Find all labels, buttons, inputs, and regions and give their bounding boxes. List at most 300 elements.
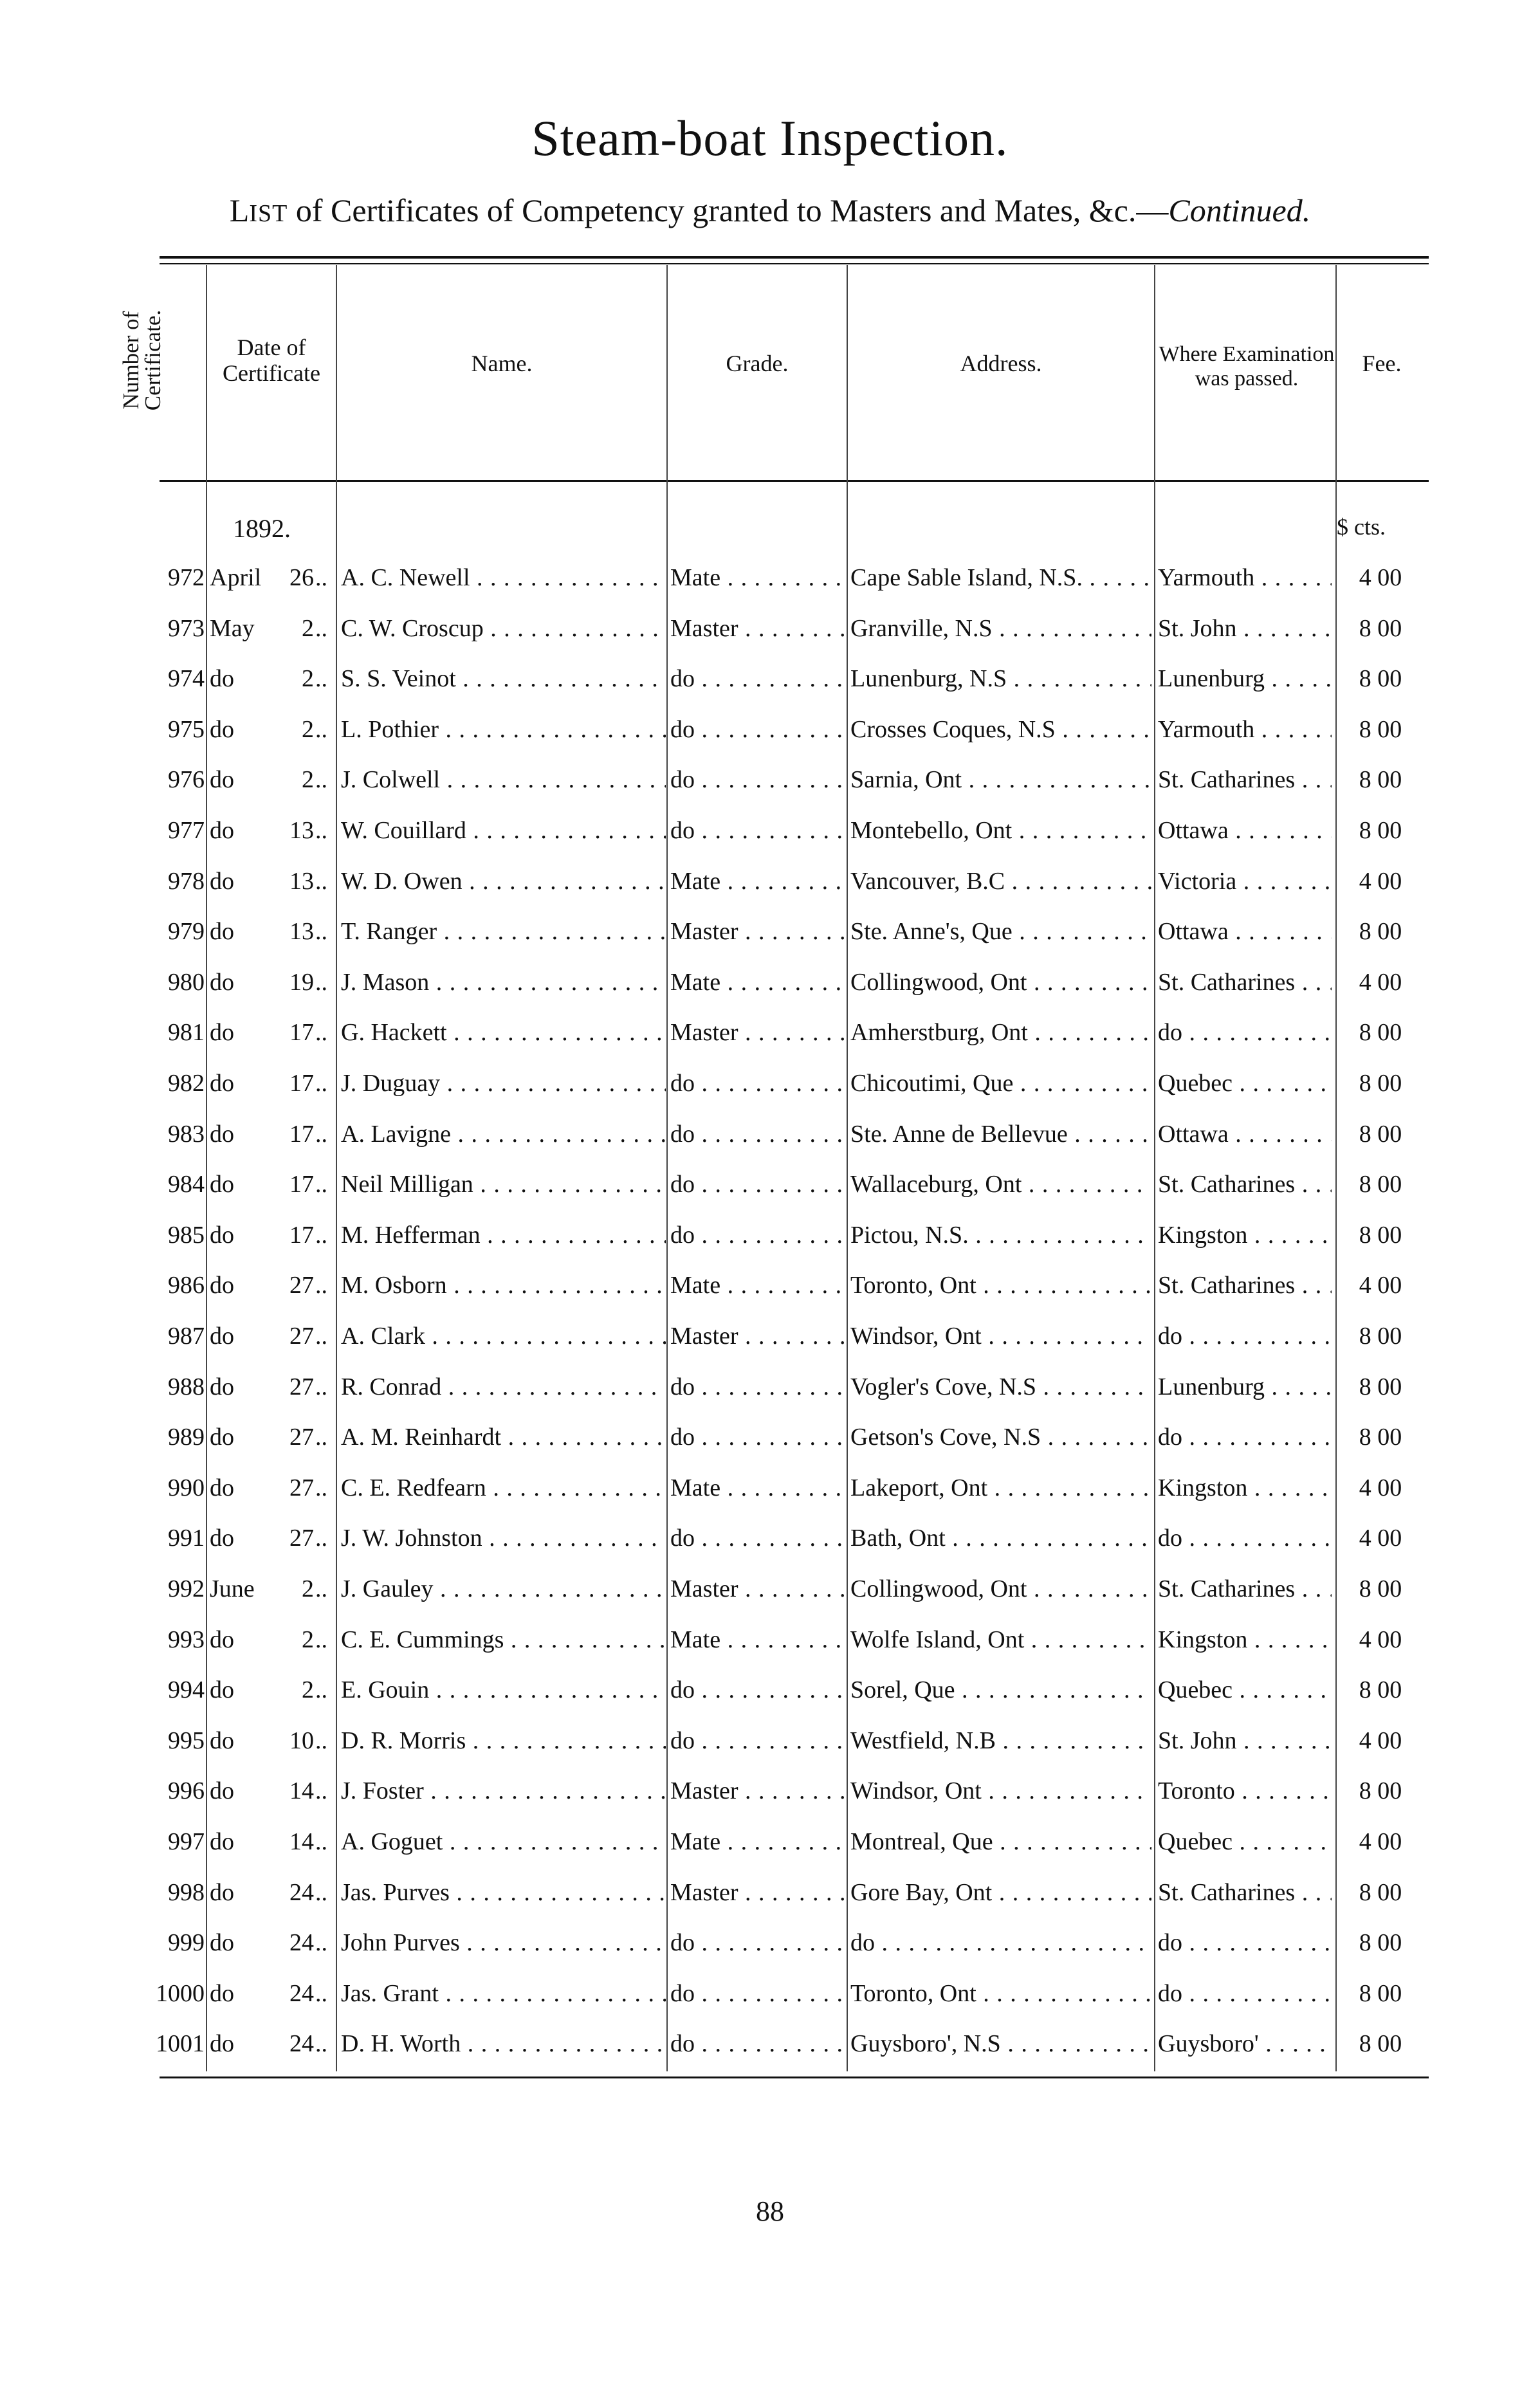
top-rule-thin [160, 263, 1429, 264]
holder-grade: do . . . [670, 1721, 846, 1760]
holder-grade: Master . . . [670, 1873, 846, 1912]
certificate-fee: 8 00 [1359, 1575, 1402, 1602]
holder-address: Montebello, Ont . . . [850, 811, 1151, 850]
holder-grade: do . . . [670, 1064, 846, 1103]
certificate-fee: 8 00 [1359, 1222, 1402, 1249]
exam-location: Quebec . . . [1158, 1064, 1332, 1103]
header-rule [160, 480, 1429, 482]
holder-name: J. Mason . . . [341, 963, 666, 1002]
certificate-day: 27 [289, 1525, 314, 1552]
certificate-fee: 4 00 [1359, 1727, 1402, 1754]
holder-grade: Master . . . [670, 1317, 846, 1355]
certificate-number: 1000 [156, 1980, 205, 2007]
table-row [0, 1013, 1540, 1052]
certificate-fee: 8 00 [1359, 1070, 1402, 1097]
holder-address: Toronto, Ont . . . [850, 1266, 1151, 1305]
certificate-month: do [210, 1171, 234, 1198]
certificate-month: do [210, 1525, 234, 1552]
day-leader [315, 1519, 327, 1557]
holder-address: Collingwood, Ont . . . [850, 963, 1151, 1002]
caption-smallcaps: IST [249, 200, 288, 227]
certificate-number: 991 [168, 1525, 205, 1552]
holder-address: Sorel, Que . . . [850, 1671, 1151, 1709]
certificate-day: 2 [302, 1575, 314, 1602]
certificate-day: 10 [289, 1727, 314, 1754]
exam-location: Ottawa . . . [1158, 912, 1332, 951]
certificate-number: 986 [168, 1272, 205, 1299]
exam-location: do . . . [1158, 1317, 1332, 1355]
top-rule-thick [160, 256, 1429, 259]
certificate-month: do [210, 1929, 234, 1956]
exam-location: Kingston . . . [1158, 1469, 1332, 1507]
certificate-day: 27 [289, 1373, 314, 1400]
holder-name: A. Lavigne . . . [341, 1115, 666, 1153]
holder-name: A. M. Reinhardt . . . [341, 1418, 666, 1456]
holder-grade: Mate . . . [670, 862, 846, 901]
table-row [0, 609, 1540, 648]
certificate-month: do [210, 1980, 234, 2007]
certificate-day: 17 [289, 1019, 314, 1046]
certificate-fee: 4 00 [1359, 1272, 1402, 1299]
certificate-fee: 4 00 [1359, 868, 1402, 895]
holder-grade: do . . . [670, 1216, 846, 1254]
exam-location: Kingston . . . [1158, 1620, 1332, 1659]
table-row [0, 1721, 1540, 1760]
certificate-month: do [210, 1121, 234, 1148]
certificate-fee: 8 00 [1359, 2030, 1402, 2057]
holder-address: Lakeport, Ont . . . [850, 1469, 1151, 1507]
certificate-day: 2 [302, 716, 314, 743]
page-number: 88 [756, 2196, 784, 2227]
table-caption [0, 192, 1540, 229]
certificate-fee: 4 00 [1359, 969, 1402, 996]
certificate-fee: 8 00 [1359, 918, 1402, 945]
certificate-number: 972 [168, 564, 205, 591]
exam-location: Victoria . . . [1158, 862, 1332, 901]
table-row [0, 1064, 1540, 1103]
caption-continued: Continued. [1168, 192, 1311, 228]
day-leader [315, 862, 327, 901]
certificate-day: 17 [289, 1222, 314, 1249]
exam-location: Ottawa . . . [1158, 811, 1332, 850]
holder-name: D. R. Morris . . . [341, 1721, 666, 1760]
certificate-month: do [210, 1727, 234, 1754]
day-leader [315, 2024, 327, 2063]
day-leader [315, 1115, 327, 1153]
table-row [0, 1368, 1540, 1406]
holder-name: A. Clark . . . [341, 1317, 666, 1355]
table-row [0, 1772, 1540, 1810]
holder-address: Chicoutimi, Que . . . [850, 1064, 1151, 1103]
holder-address: Guysboro', N.S . . . [850, 2024, 1151, 2063]
holder-grade: do . . . [670, 1519, 846, 1557]
holder-address: do . . . [850, 1923, 1151, 1962]
exam-location: St. John . . . [1158, 1721, 1332, 1760]
holder-grade: do . . . [670, 2024, 846, 2063]
table-row [0, 760, 1540, 799]
certificate-day: 24 [289, 1879, 314, 1906]
certificate-number: 984 [168, 1171, 205, 1198]
holder-name: A. C. Newell . . . [341, 558, 666, 597]
certificate-month: do [210, 1373, 234, 1400]
certificate-day: 13 [289, 817, 314, 844]
holder-name: John Purves . . . [341, 1923, 666, 1962]
holder-name: Jas. Purves . . . [341, 1873, 666, 1912]
holder-address: Wallaceburg, Ont . . . [850, 1165, 1151, 1204]
certificate-number: 978 [168, 868, 205, 895]
holder-address: Ste. Anne's, Que . . . [850, 912, 1151, 951]
holder-grade: Mate . . . [670, 1469, 846, 1507]
certificate-month: do [210, 2030, 234, 2057]
table-row [0, 710, 1540, 749]
exam-location: Lunenburg . . . [1158, 659, 1332, 698]
holder-name: G. Hackett . . . [341, 1013, 666, 1052]
day-leader [315, 1671, 327, 1709]
table-row [0, 558, 1540, 597]
exam-location: Quebec . . . [1158, 1671, 1332, 1709]
certificate-fee: 8 00 [1359, 1980, 1402, 2007]
certificate-fee: 8 00 [1359, 1929, 1402, 1956]
header-fee: Fee. [1362, 351, 1402, 376]
holder-name: M. Osborn . . . [341, 1266, 666, 1305]
certificate-number: 983 [168, 1121, 205, 1148]
certificate-number: 988 [168, 1373, 205, 1400]
certificate-number: 977 [168, 817, 205, 844]
table-row [0, 1418, 1540, 1456]
exam-location: St. Catharines . . . [1158, 1266, 1332, 1305]
certificate-day: 2 [302, 665, 314, 692]
certificate-month: do [210, 766, 234, 793]
holder-grade: do . . . [670, 1923, 846, 1962]
table-row [0, 1822, 1540, 1861]
holder-name: W. Couillard . . . [341, 811, 666, 850]
certificate-day: 2 [302, 1676, 314, 1703]
header-date: Date of Certificate [223, 335, 320, 386]
holder-address: Windsor, Ont . . . [850, 1317, 1151, 1355]
certificate-month: do [210, 1323, 234, 1350]
table-row [0, 1115, 1540, 1153]
certificate-month: do [210, 1676, 234, 1703]
certificate-fee: 8 00 [1359, 1019, 1402, 1046]
exam-location: Toronto . . . [1158, 1772, 1332, 1810]
holder-address: Crosses Coques, N.S . . . [850, 710, 1151, 749]
table-row [0, 1469, 1540, 1507]
certificate-number: 992 [168, 1575, 205, 1602]
certificate-fee: 8 00 [1359, 1171, 1402, 1198]
holder-name: C. E. Cummings . . . [341, 1620, 666, 1659]
holder-name: D. H. Worth . . . [341, 2024, 666, 2063]
certificate-number: 974 [168, 665, 205, 692]
holder-address: Collingwood, Ont . . . [850, 1570, 1151, 1608]
certificate-month: do [210, 716, 234, 743]
certificate-fee: 4 00 [1359, 1474, 1402, 1501]
holder-name: W. D. Owen . . . [341, 862, 666, 901]
table-row [0, 1216, 1540, 1254]
certificate-month: do [210, 868, 234, 895]
holder-address: Ste. Anne de Bellevue . . . [850, 1115, 1151, 1153]
certificate-day: 17 [289, 1121, 314, 1148]
certificate-day: 27 [289, 1424, 314, 1451]
day-leader [315, 1266, 327, 1305]
day-leader [315, 1469, 327, 1507]
certificate-month: April [210, 564, 262, 591]
certificate-number: 979 [168, 918, 205, 945]
table-row [0, 1266, 1540, 1305]
certificate-number: 976 [168, 766, 205, 793]
table-row [0, 963, 1540, 1002]
table-row [0, 912, 1540, 951]
day-leader [315, 1317, 327, 1355]
exam-location: Kingston . . . [1158, 1216, 1332, 1254]
certificate-day: 24 [289, 1929, 314, 1956]
certificate-number: 997 [168, 1828, 205, 1855]
table-row [0, 1317, 1540, 1355]
table-row [0, 1974, 1540, 2013]
certificate-number: 980 [168, 969, 205, 996]
header-name: Name. [471, 351, 533, 376]
table-row [0, 811, 1540, 850]
holder-grade: Mate . . . [670, 963, 846, 1002]
certificate-number: 989 [168, 1424, 205, 1451]
exam-location: St. Catharines . . . [1158, 1873, 1332, 1912]
certificate-month: do [210, 1070, 234, 1097]
certificate-day: 2 [302, 766, 314, 793]
header-address: Address. [960, 351, 1042, 376]
certificate-day: 13 [289, 918, 314, 945]
holder-address: Toronto, Ont . . . [850, 1974, 1151, 2013]
holder-address: Westfield, N.B . . . [850, 1721, 1151, 1760]
year-label: 1892. [233, 514, 291, 543]
holder-address: Getson's Cove, N.S . . . [850, 1418, 1151, 1456]
table-row [0, 1620, 1540, 1659]
holder-address: Vancouver, B.C . . . [850, 862, 1151, 901]
holder-grade: do . . . [670, 659, 846, 698]
holder-address: Pictou, N.S. . . . [850, 1216, 1151, 1254]
holder-address: Bath, Ont . . . [850, 1519, 1151, 1557]
holder-name: C. W. Croscup . . . [341, 609, 666, 648]
holder-address: Granville, N.S . . . [850, 609, 1151, 648]
exam-location: do . . . [1158, 1974, 1332, 2013]
header-where: Where Examination was passed. [1159, 342, 1335, 390]
certificate-number: 999 [168, 1929, 205, 1956]
holder-name: J. Duguay . . . [341, 1064, 666, 1103]
holder-name: E. Gouin . . . [341, 1671, 666, 1709]
holder-address: Vogler's Cove, N.S . . . [850, 1368, 1151, 1406]
day-leader [315, 710, 327, 749]
day-leader [315, 1368, 327, 1406]
page-title: Steam-boat Inspection. [531, 110, 1009, 166]
exam-location: do . . . [1158, 1923, 1332, 1962]
certificate-number: 987 [168, 1323, 205, 1350]
certificate-day: 2 [302, 615, 314, 642]
exam-location: Yarmouth . . . [1158, 710, 1332, 749]
holder-address: Gore Bay, Ont . . . [850, 1873, 1151, 1912]
certificate-number: 994 [168, 1676, 205, 1703]
holder-name: T. Ranger . . . [341, 912, 666, 951]
caption-text: of Certificates of Competency granted to Masters and Mates, &c.— [295, 192, 1169, 228]
day-leader [315, 1772, 327, 1810]
certificate-number: 973 [168, 615, 205, 642]
certificate-number: 975 [168, 716, 205, 743]
holder-name: J. Gauley . . . [341, 1570, 666, 1608]
certificate-fee: 8 00 [1359, 665, 1402, 692]
certificate-month: do [210, 918, 234, 945]
holder-grade: Mate . . . [670, 1266, 846, 1305]
holder-address: Amherstburg, Ont . . . [850, 1013, 1151, 1052]
exam-location: St. Catharines . . . [1158, 760, 1332, 799]
fee-unit: $ cts. [1337, 514, 1386, 540]
certificate-fee: 8 00 [1359, 1777, 1402, 1804]
exam-location: do . . . [1158, 1519, 1332, 1557]
holder-grade: Mate . . . [670, 558, 846, 597]
holder-grade: Master . . . [670, 912, 846, 951]
exam-location: St. Catharines . . . [1158, 1165, 1332, 1204]
certificate-day: 17 [289, 1171, 314, 1198]
certificate-day: 24 [289, 1980, 314, 2007]
day-leader [315, 1570, 327, 1608]
holder-name: J. W. Johnston . . . [341, 1519, 666, 1557]
exam-location: do . . . [1158, 1013, 1332, 1052]
certificate-month: do [210, 969, 234, 996]
holder-name: A. Goguet . . . [341, 1822, 666, 1861]
certificate-fee: 4 00 [1359, 564, 1402, 591]
certificate-number: 981 [168, 1019, 205, 1046]
exam-location: St. Catharines . . . [1158, 1570, 1332, 1608]
holder-address: Sarnia, Ont . . . [850, 760, 1151, 799]
day-leader [315, 609, 327, 648]
certificate-month: do [210, 817, 234, 844]
certificate-month: May [210, 615, 255, 642]
day-leader [315, 659, 327, 698]
certificate-fee: 8 00 [1359, 766, 1402, 793]
certificate-month: do [210, 1424, 234, 1451]
day-leader [315, 1013, 327, 1052]
day-leader [315, 1165, 327, 1204]
holder-name: R. Conrad . . . [341, 1368, 666, 1406]
holder-address: Windsor, Ont . . . [850, 1772, 1151, 1810]
day-leader [315, 1873, 327, 1912]
certificate-month: do [210, 665, 234, 692]
table-row [0, 1923, 1540, 1962]
holder-grade: do . . . [670, 1368, 846, 1406]
holder-grade: Master . . . [670, 609, 846, 648]
certificate-number: 998 [168, 1879, 205, 1906]
certificate-fee: 4 00 [1359, 1828, 1402, 1855]
holder-grade: Master . . . [670, 1570, 846, 1608]
table-row [0, 1519, 1540, 1557]
day-leader [315, 811, 327, 850]
certificate-fee: 4 00 [1359, 1525, 1402, 1552]
holder-grade: do . . . [670, 1671, 846, 1709]
holder-grade: Master . . . [670, 1013, 846, 1052]
certificate-month: do [210, 1474, 234, 1501]
certificate-fee: 8 00 [1359, 1676, 1402, 1703]
day-leader [315, 1216, 327, 1254]
day-leader [315, 1923, 327, 1962]
day-leader [315, 1418, 327, 1456]
certificate-month: do [210, 1272, 234, 1299]
certificate-fee: 4 00 [1359, 1626, 1402, 1653]
exam-location: Lunenburg . . . [1158, 1368, 1332, 1406]
holder-address: Cape Sable Island, N.S. . . . [850, 558, 1151, 597]
holder-grade: Mate . . . [670, 1620, 846, 1659]
caption-initial: L [229, 192, 250, 228]
exam-location: Yarmouth . . . [1158, 558, 1332, 597]
certificate-fee: 8 00 [1359, 1121, 1402, 1148]
holder-name: J. Colwell . . . [341, 760, 666, 799]
certificate-fee: 8 00 [1359, 817, 1402, 844]
table-row [0, 2024, 1540, 2063]
certificate-fee: 8 00 [1359, 716, 1402, 743]
day-leader [315, 1064, 327, 1103]
certificate-day: 27 [289, 1323, 314, 1350]
table-row [0, 1671, 1540, 1709]
table-row [0, 659, 1540, 698]
day-leader [315, 1974, 327, 2013]
certificate-fee: 8 00 [1359, 1424, 1402, 1451]
certificate-number: 995 [168, 1727, 205, 1754]
certificate-day: 27 [289, 1474, 314, 1501]
holder-grade: do . . . [670, 710, 846, 749]
holder-address: Montreal, Que . . . [850, 1822, 1151, 1861]
certificate-number: 993 [168, 1626, 205, 1653]
certificate-fee: 8 00 [1359, 1879, 1402, 1906]
certificate-day: 19 [289, 969, 314, 996]
certificate-number: 982 [168, 1070, 205, 1097]
certificate-month: do [210, 1777, 234, 1804]
holder-name: J. Foster . . . [341, 1772, 666, 1810]
certificate-number: 1001 [156, 2030, 205, 2057]
holder-name: Jas. Grant . . . [341, 1974, 666, 2013]
day-leader [315, 1822, 327, 1861]
certificate-month: June [210, 1575, 255, 1602]
day-leader [315, 912, 327, 951]
certificate-day: 26 [289, 564, 314, 591]
exam-location: do . . . [1158, 1418, 1332, 1456]
certificate-number: 996 [168, 1777, 205, 1804]
holder-name: L. Pothier . . . [341, 710, 666, 749]
day-leader [315, 760, 327, 799]
certificate-number: 990 [168, 1474, 205, 1501]
table-row [0, 1873, 1540, 1912]
exam-location: Ottawa . . . [1158, 1115, 1332, 1153]
day-leader [315, 558, 327, 597]
exam-location: St. Catharines . . . [1158, 963, 1332, 1002]
exam-location: Guysboro' . . . [1158, 2024, 1332, 2063]
certificate-day: 14 [289, 1777, 314, 1804]
certificate-day: 24 [289, 2030, 314, 2057]
header-number: Number of Certificate. [118, 309, 165, 411]
bottom-rule [160, 2077, 1429, 2078]
certificate-month: do [210, 1222, 234, 1249]
certificate-month: do [210, 1828, 234, 1855]
certificate-month: do [210, 1626, 234, 1653]
certificate-number: 985 [168, 1222, 205, 1249]
exam-location: Quebec . . . [1158, 1822, 1332, 1861]
holder-grade: Mate . . . [670, 1822, 846, 1861]
holder-name: C. E. Redfearn . . . [341, 1469, 666, 1507]
table-row [0, 862, 1540, 901]
certificate-day: 27 [289, 1272, 314, 1299]
holder-address: Wolfe Island, Ont . . . [850, 1620, 1151, 1659]
holder-name: Neil Milligan . . . [341, 1165, 666, 1204]
certificate-day: 2 [302, 1626, 314, 1653]
header-grade: Grade. [726, 351, 789, 376]
holder-grade: do . . . [670, 1165, 846, 1204]
holder-grade: do . . . [670, 1115, 846, 1153]
certificate-fee: 8 00 [1359, 1373, 1402, 1400]
day-leader [315, 1721, 327, 1760]
